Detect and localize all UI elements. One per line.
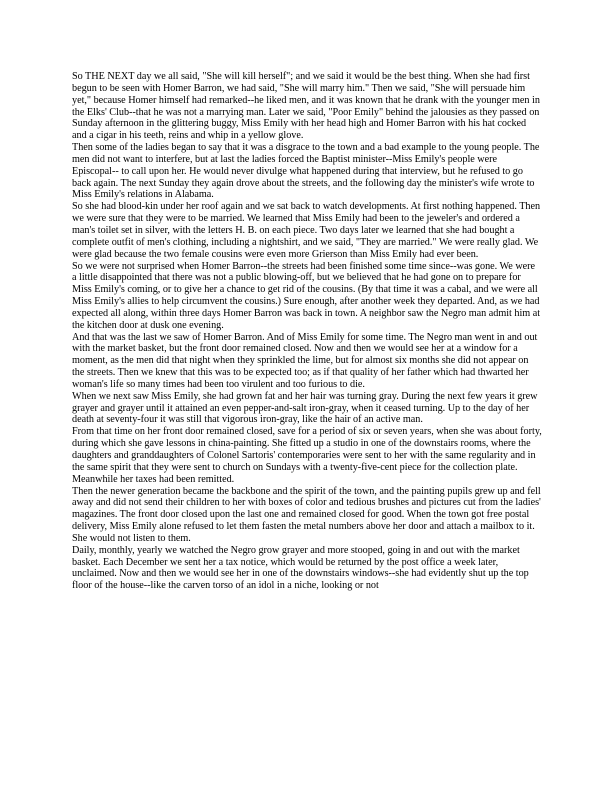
paragraph-5: And that was the last we saw of Homer Barron. And of Miss Emily for some time. The Negro man went in and out with the market basket, but the front door remained closed. Now and then we would see her at a window for a moment, as the men did that night when they sprinkled the lime, but for almost six months she did not appear on the streets. Then we knew that this was to be expected too; as if that quality of her father which had thwarted her woman's life so many times had been too virulent and too furious to die. xyxy=(72,331,538,390)
paragraph-8: Then the newer generation became the backbone and the spirit of the town, and the painting pupils grew up and fell away and did not send their children to her with boxes of color and tedious brushes and pictures cut from the ladies' magazines. The front door closed upon the last one and remained closed for good. When the town got free postal delivery, Miss Emily alone refused to let them fasten the metal numbers above her door and attach a mailbox to it. She would not listen to them. xyxy=(72,485,541,544)
body-text xyxy=(72,71,542,592)
paragraph-2: Then some of the ladies began to say that it was a disgrace to the town and a bad example to the young people. The men did not want to interfere, but at last the ladies forced the Baptist minister--Miss Emily's people were Episcopal-- to call upon her. He would never divulge what happened during that interview, but he refused to go back again. The next Sunday they again drove about the streets, and the following day the minister's wife wrote to Miss Emily's relations in Alabama. xyxy=(72,142,540,201)
paragraph-4: So we were not surprised when Homer Barron--the streets had been finished some time since--was gone. We were a little disappointed that there was not a public blowing-off, but we believed that he had gone on to prepare for Miss Emily's coming, or to give her a chance to get rid of the cousins. (By that time it was a cabal, and we were all Miss Emily's allies to help circumvent the cousins.) Sure enough, after another week they departed. And, as we had expected all along, within three days Homer Barron was back in town. A neighbor saw the Negro man admit him at the kitchen door at dusk one evening. xyxy=(72,260,541,331)
paragraph-1: So THE NEXT day we all said, "She will kill herself"; and we said it would be the best thing. When she had first begun to be seen with Homer Barron, we had said, "She will marry him." Then we said, "She will persuade him yet," because Homer himself had remarked--he liked men, and it was known that he drank with the younger men in the Elks' Club--that he was not a marrying man. Later we said, "Poor Emily" behind the jalousies as they passed on Sunday afternoon in the glittering buggy, Miss Emily with her head high and Homer Barron with his hat cocked and a cigar in his teeth, reins and whip in a yellow glove. xyxy=(72,71,540,142)
paragraph-3: So she had blood-kin under her roof again and we sat back to watch developments. At first nothing happened. Then we were sure that they were to be married. We learned that Miss Emily had been to the jeweler's and ordered a man's toilet set in silver, with the letters H. B. on each piece. Two days later we learned that she had bought a complete outfit of men's clothing, including a nightshirt, and we said, "They are married." We were really glad. We were glad because the two female cousins were even more Grierson than Miss Emily had ever been. xyxy=(72,201,541,260)
paragraph-7: From that time on her front door remained closed, save for a period of six or seven years, when she was about forty, during which she gave lessons in china-painting. She fitted up a studio in one of the downstairs rooms, where the daughters and granddaughters of Colonel Sartoris' contemporaries were sent to her with the same regularity and in the same spirit that they were sent to church on Sundays with a twenty-five-cent piece for the collection plate. Meanwhile her taxes had been remitted. xyxy=(72,426,542,485)
paragraph-6: When we next saw Miss Emily, she had grown fat and her hair was turning gray. During the next few years it grew grayer and grayer until it attained an even pepper-and-salt iron-gray, when it ceased turning. Up to the day of her death at seventy-four it was still that vigorous iron-gray, like the hair of an active man. xyxy=(72,390,538,426)
paragraph-9: Daily, monthly, yearly we watched the Negro grow grayer and more stooped, going in and out with the market basket. Each December we sent her a tax notice, which would be returned by the post office a week later, unclaimed. Now and then we would see her in one of the downstairs windows--she had evidently shut up the top floor of the house--like the carven torso of an idol in a niche, looking or not xyxy=(72,544,529,592)
